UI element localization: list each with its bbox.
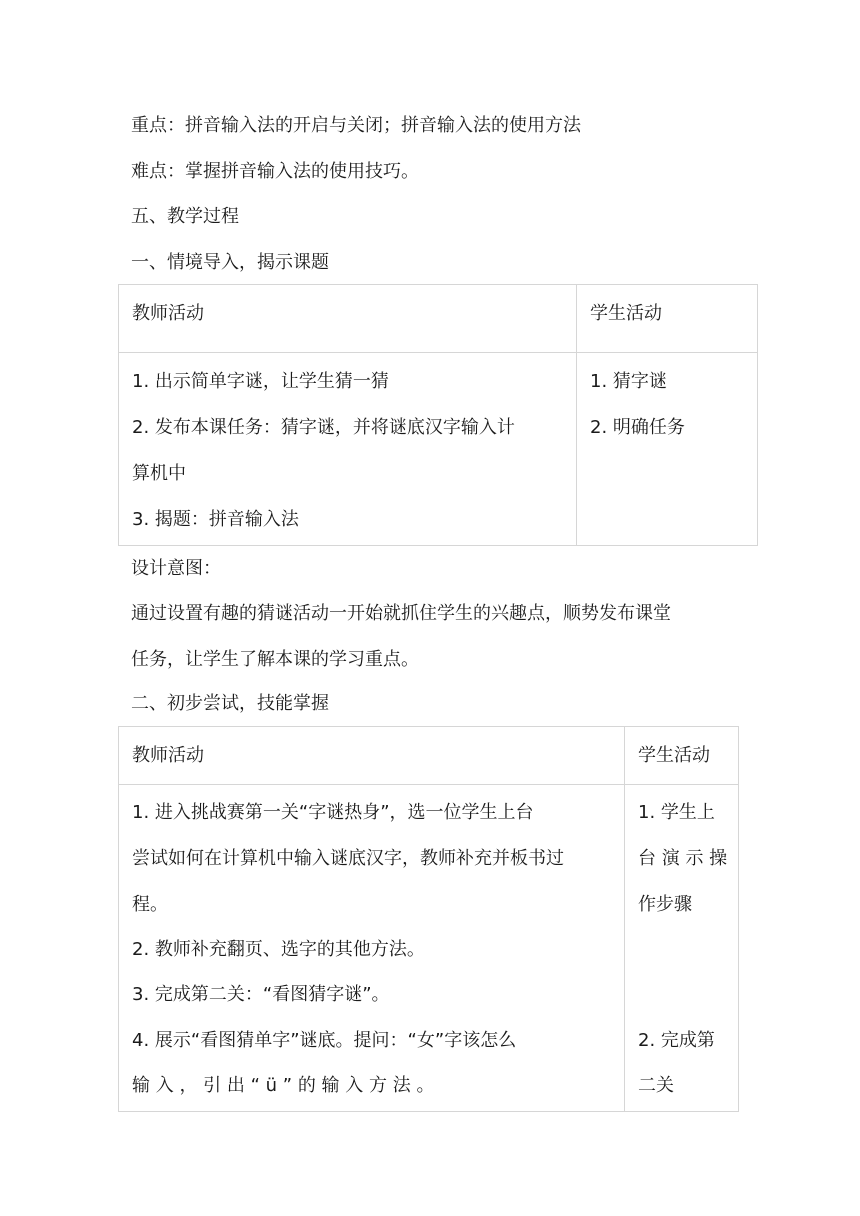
teacher-line: 尝试如何在计算机中输入谜底汉字，教师补充并板书过 (132, 848, 564, 869)
teacher-line: 输 入 ， 引 出 “ ü ” 的 输 入 方 法 。 (132, 1075, 435, 1096)
student-line: 二关 (638, 1075, 674, 1096)
student-activity-header: 学生活动 (638, 745, 710, 766)
student-line: 台 演 示 操 (638, 848, 728, 869)
student-activity-cell (577, 353, 758, 546)
teacher-activity-cell (119, 353, 577, 546)
section-heading-teaching-process: 五、教学过程 (131, 206, 239, 227)
part2-heading: 二、初步尝试，技能掌握 (131, 693, 329, 714)
teacher-activity-cell (119, 785, 625, 1112)
teacher-line: 2. 发布本课任务：猜字谜，并将谜底汉字输入计 (132, 417, 515, 438)
teacher-line: 程。 (132, 894, 168, 915)
teacher-header-cell (119, 285, 577, 353)
activity-table-2 (118, 726, 739, 1112)
teacher-line: 1. 进入挑战赛第一关“字谜热身”，选一位学生上台 (132, 802, 534, 823)
activity-table-1 (118, 284, 758, 546)
teacher-line: 4. 展示“看图猜单字”谜底。提问：“女”字该怎么 (132, 1030, 517, 1051)
student-line: 2. 完成第 (638, 1030, 715, 1051)
student-line: 1. 学生上 (638, 802, 715, 823)
part1-heading: 一、情境导入，揭示课题 (131, 252, 329, 273)
student-line: 2. 明确任务 (590, 417, 685, 438)
teacher-line: 算机中 (132, 463, 186, 484)
teacher-header-cell (119, 727, 625, 785)
student-line: 作步骤 (638, 894, 692, 915)
design-intent-label: 设计意图： (131, 558, 221, 579)
student-activity-cell (625, 785, 739, 1112)
key-point-text: 重点：拼音输入法的开启与关闭；拼音输入法的使用方法 (131, 115, 581, 136)
student-header-cell (625, 727, 739, 785)
teacher-line: 3. 完成第二关：“看图猜字谜”。 (132, 984, 390, 1005)
teacher-line: 1. 出示简单字谜，让学生猜一猜 (132, 371, 389, 392)
teacher-line: 2. 教师补充翻页、选字的其他方法。 (132, 939, 425, 960)
teacher-activity-header: 教师活动 (132, 303, 204, 324)
student-line: 1. 猜字谜 (590, 371, 667, 392)
student-header-cell (577, 285, 758, 353)
design-intent-line: 通过设置有趣的猜谜活动一开始就抓住学生的兴趣点，顺势发布课堂 (131, 603, 671, 624)
teacher-activity-header: 教师活动 (132, 745, 204, 766)
difficulty-text: 难点：掌握拼音输入法的使用技巧。 (131, 161, 419, 182)
design-intent-line: 任务，让学生了解本课的学习重点。 (131, 649, 419, 670)
teacher-line: 3. 揭题：拼音输入法 (132, 509, 299, 530)
student-activity-header: 学生活动 (590, 303, 662, 324)
